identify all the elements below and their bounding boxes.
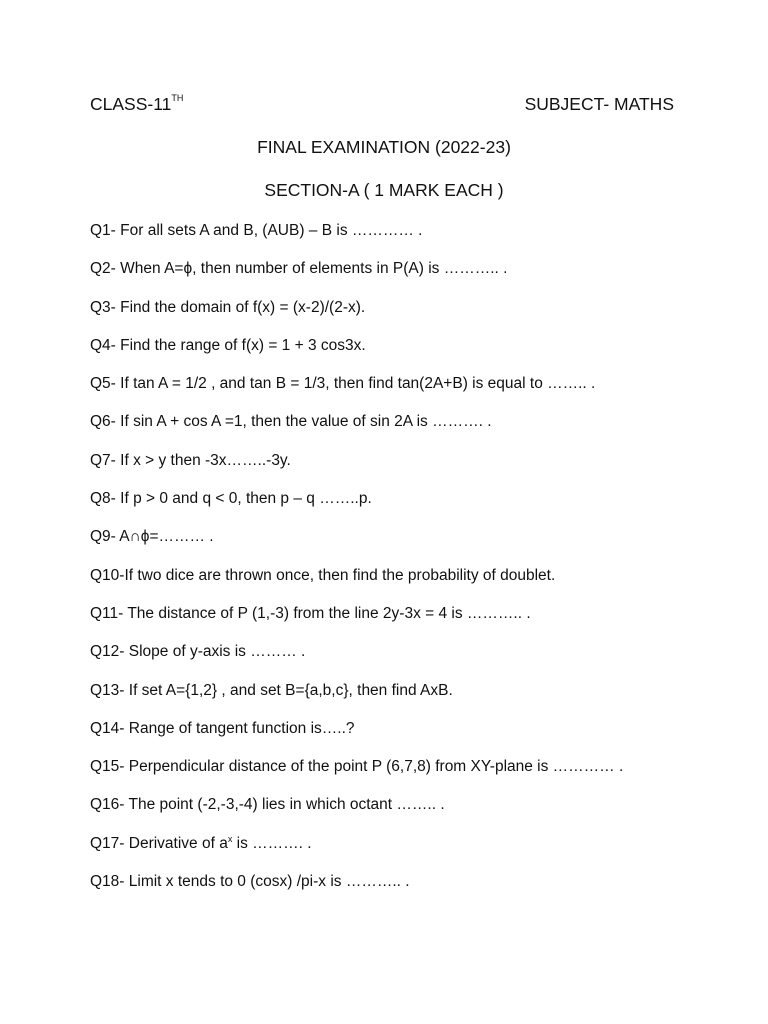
question-16: Q16- The point (-2,-3,-4) lies in which octant …….. . <box>90 796 445 814</box>
question-17-text: Q17- Derivative of a <box>90 834 228 852</box>
class-label <box>90 94 183 115</box>
subject-label: SUBJECT- MATHS <box>524 94 674 114</box>
question-1: Q1- For all sets A and B, (AUB) – B is ………… . <box>90 222 423 239</box>
class-superscript: TH <box>171 93 184 104</box>
question-7: Q7- If x > y then -3x……..-3y. <box>90 451 291 469</box>
question-10: Q10-If two dice are thrown once, then find the probability of doublet. <box>90 566 556 584</box>
question-12: Q12- Slope of y-axis is ……… . <box>90 643 306 661</box>
question-17 <box>90 833 730 871</box>
question-3: Q3- Find the domain of f(x) = (x-2)/(2-x). <box>90 298 366 316</box>
question-list <box>90 220 730 909</box>
question-15: Q15- Perpendicular distance of the point P (6,7,8) from XY-plane is ………… . <box>90 758 624 776</box>
question-5: Q5- If tan A = 1/2 , and tan B = 1/3, then find tan(2A+B) is equal to …….. . <box>90 375 596 393</box>
class-text: CLASS-11 <box>90 94 172 114</box>
question-18: Q18- Limit x tends to 0 (cosx) /pi-x is ……….. . <box>90 873 410 891</box>
exam-title: FINAL EXAMINATION (2022-23) <box>257 137 511 157</box>
question-6: Q6- If sin A + cos A =1, then the value of sin 2A is ………. . <box>90 413 492 431</box>
section-title: SECTION-A ( 1 MARK EACH ) <box>264 180 504 200</box>
question-17-superscript: x <box>227 833 233 844</box>
question-13: Q13- If set A={1,2} , and set B={a,b,c}, then find AxB. <box>90 681 453 699</box>
question-9: Q9- A∩ϕ=……… . <box>90 528 214 546</box>
question-11: Q11- The distance of P (1,-3) from the line 2y-3x = 4 is ……….. . <box>90 604 531 622</box>
paper-header <box>90 94 678 120</box>
question-8: Q8- If p > 0 and q < 0, then p – q ……..p. <box>90 490 372 508</box>
question-2: Q2- When A=ϕ, then number of elements in P(A) is ……….. . <box>90 260 508 278</box>
question-4: Q4- Find the range of f(x) = 1 + 3 cos3x. <box>90 336 366 354</box>
question-17-tail: is ………. . <box>232 834 312 852</box>
question-14: Q14- Range of tangent function is…..? <box>90 719 355 737</box>
